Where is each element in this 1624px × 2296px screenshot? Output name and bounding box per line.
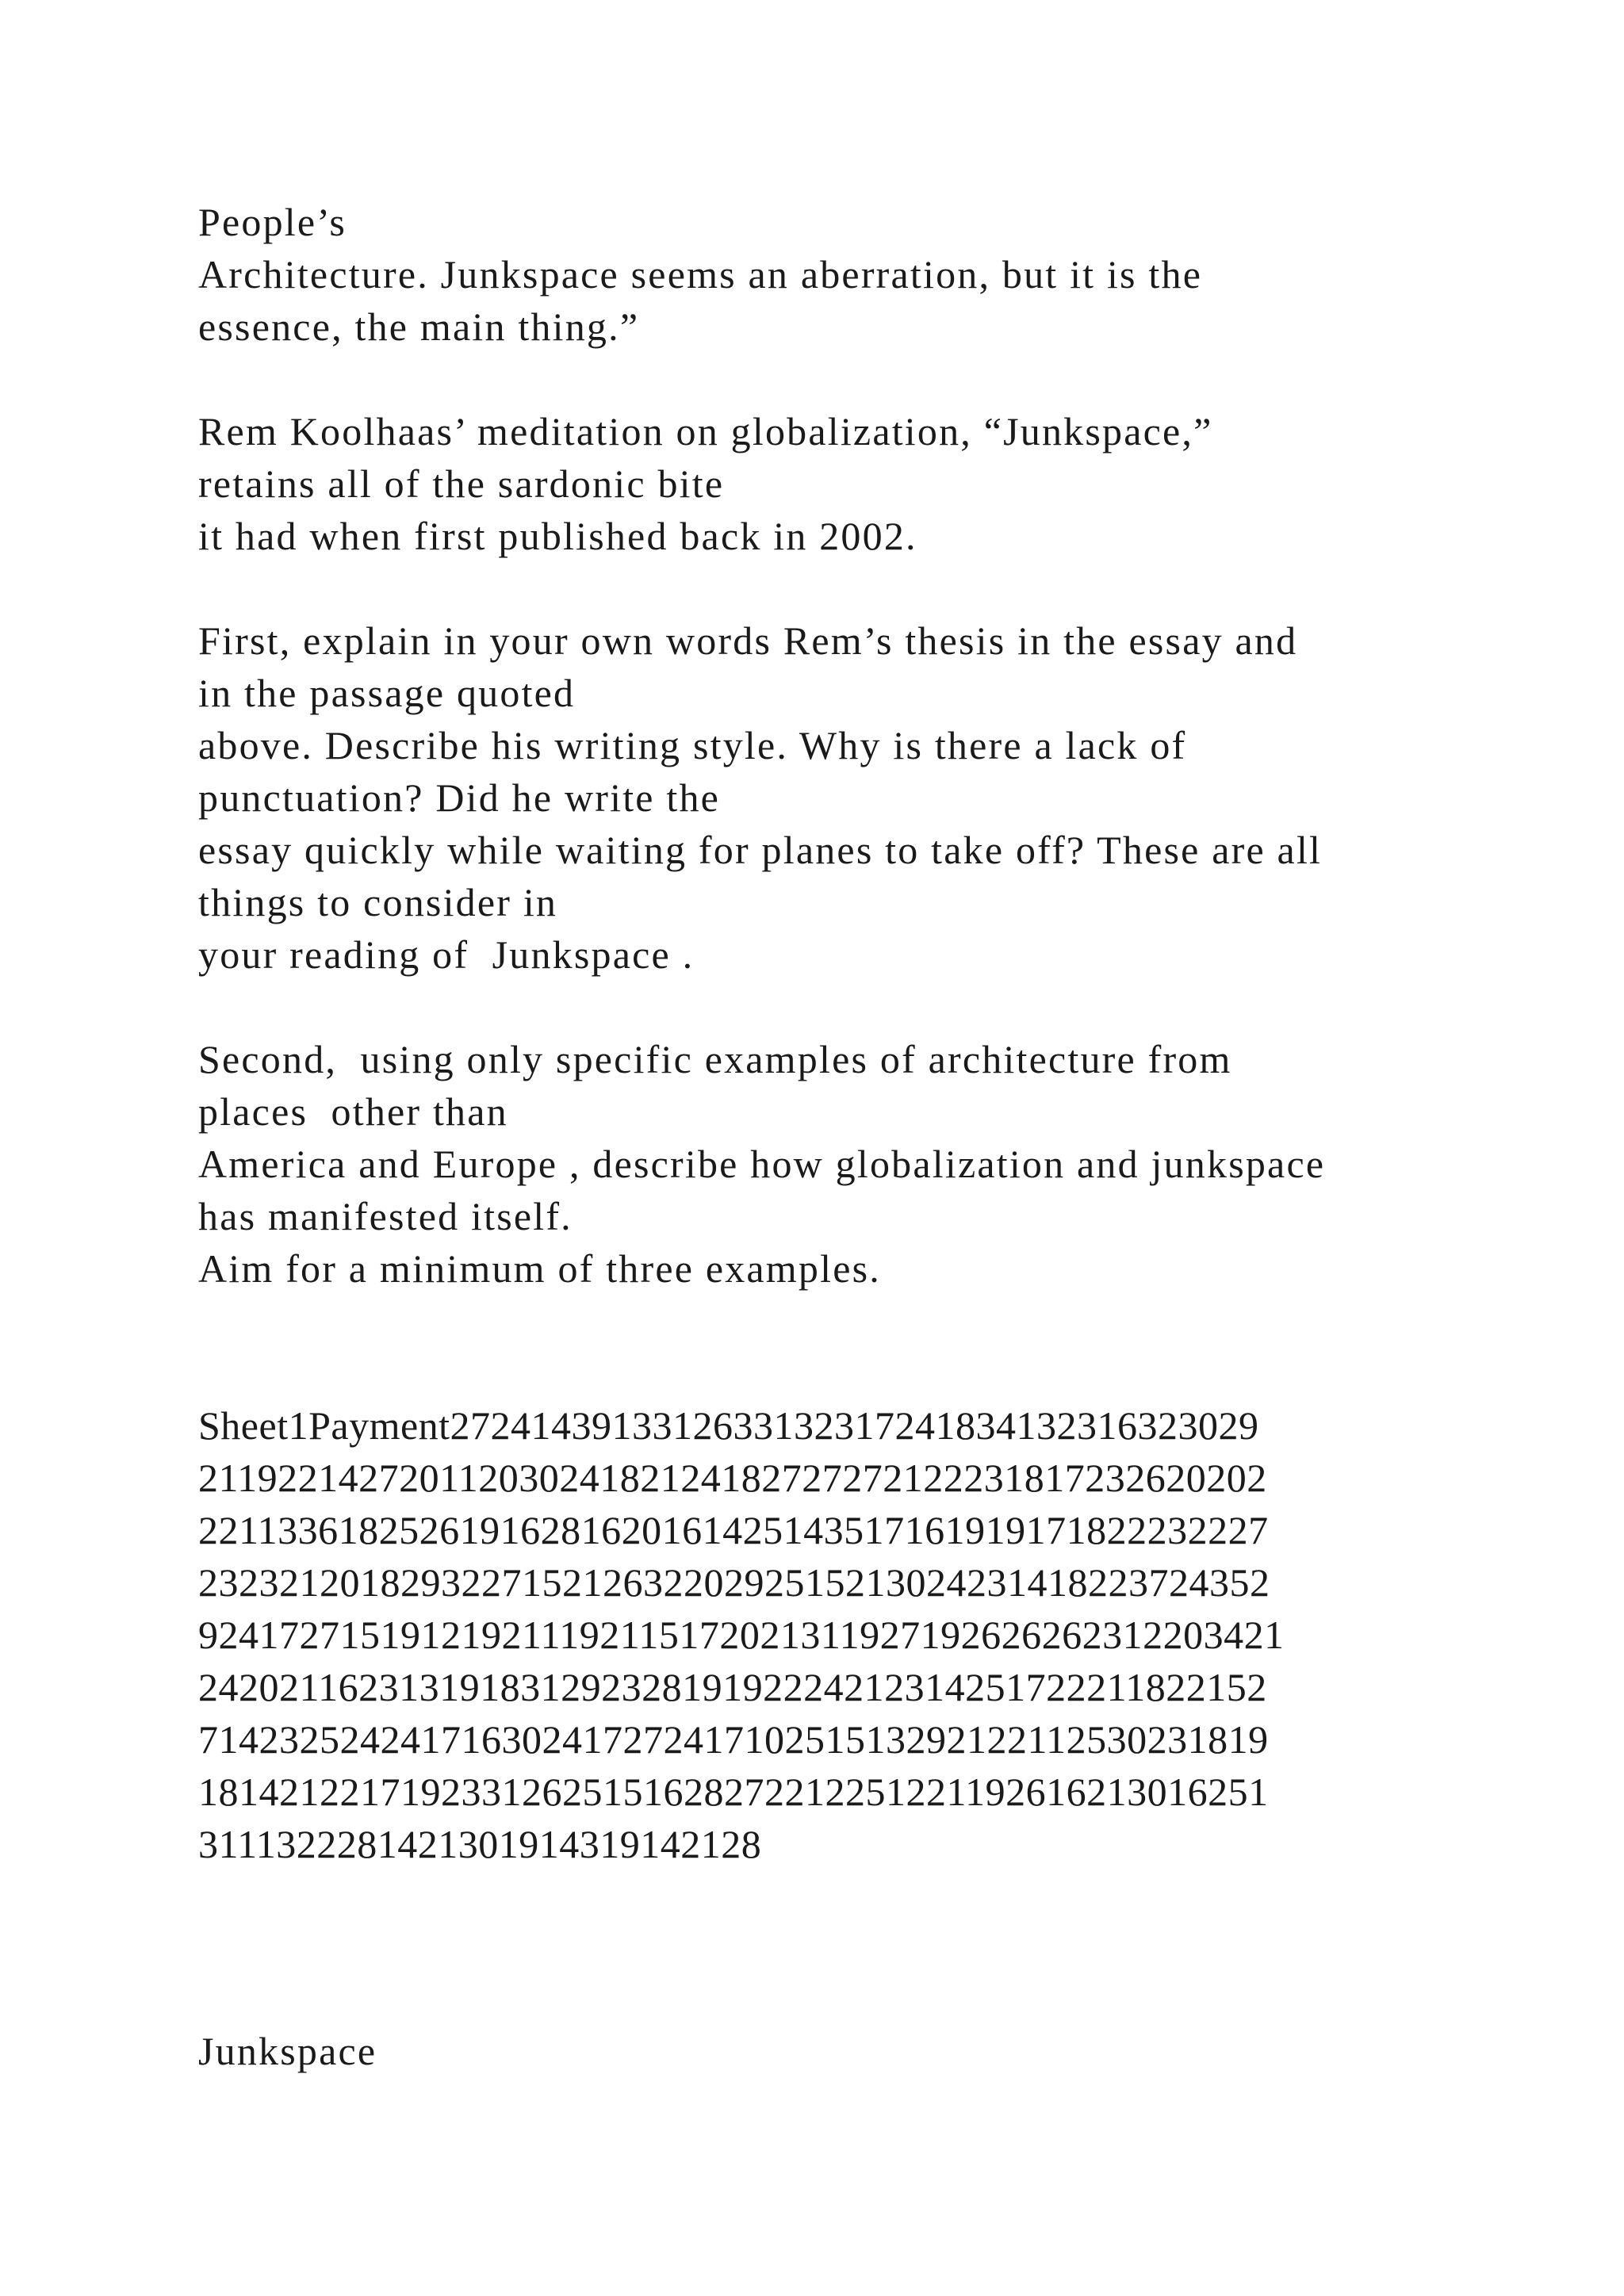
paragraph-first-line-1: First, explain in your own words Rem’s thesis in the essay and (198, 618, 1298, 663)
sheet-data-line-4: 23232120182932271521263220292515213024231418223724352 (198, 1560, 1270, 1605)
intro-line-1: People’s (198, 200, 347, 244)
blank-line (198, 1347, 1546, 1399)
paragraph-first-line-7: your reading of Junkspace . (198, 932, 695, 977)
sheet-data-line-3: 22113361825261916281620161425143517161919171822232227 (198, 1508, 1269, 1552)
blank-line (198, 981, 1546, 1033)
blank-line (198, 1295, 1546, 1347)
paragraph-second-line-2: places other than (198, 1089, 508, 1134)
paragraph-second-line-1: Second, using only specific examples of architecture from (198, 1037, 1232, 1081)
sheet-data-line-9: 311132228142130191431914212​8 (198, 1822, 762, 1866)
paragraph-first-line-4: punctuation? Did he write the (198, 775, 721, 820)
sheet-data-line-2: 21192214272011203024182124182727272122231817232620202 (198, 1456, 1267, 1500)
paragraph-first-line-5: essay quickly while waiting for planes to take off? These are all (198, 828, 1323, 872)
intro-line-2: Architecture. Junkspace seems an aberration, but it is the (198, 252, 1203, 297)
paragraph-second-line-4: has manifested itself. (198, 1194, 573, 1238)
footer-title: Junkspace (198, 2029, 377, 2073)
paragraph-first-line-2: in the passage quoted (198, 671, 576, 715)
blank-line (198, 353, 1546, 405)
paragraph-first-line-3: above. Describe his writing style. Why is there a lack of (198, 723, 1187, 767)
intro-line-3: essence, the main thing.” (198, 304, 640, 349)
paragraph-intro-line-2: retains all of the sardonic bite (198, 461, 725, 506)
blank-line (198, 562, 1546, 614)
sheet-data-line-8: 18142122171923312625151628272212251221192616213016251 (198, 1770, 1269, 1814)
paragraph-second-line-5: Aim for a minimum of three examples. (198, 1246, 881, 1291)
paragraph-first-line-6: things to consider in (198, 880, 558, 924)
document-body (198, 196, 1546, 1870)
paragraph-intro-line-1: Rem Koolhaas’ meditation on globalization, “Junkspace,” (198, 409, 1213, 453)
sheet-data-line-5: 92417271519121921119211517202131192719262626231220342​1 (198, 1613, 1285, 1657)
sheet-data-line-6: 24202116231319183129232819192224212314251722211822152 (198, 1665, 1267, 1709)
sheet-data-line-7: 71423252424171630241727241710251513292122112530231819 (198, 1717, 1269, 1762)
paragraph-second-line-3: America and Europe , describe how globalization and junkspace (198, 1142, 1326, 1186)
sheet-data-line-1: Sheet1Payment272414391331263313231724183413231632302​9 (198, 1403, 1259, 1448)
paragraph-intro-line-3: it had when first published back in 2002. (198, 514, 917, 558)
